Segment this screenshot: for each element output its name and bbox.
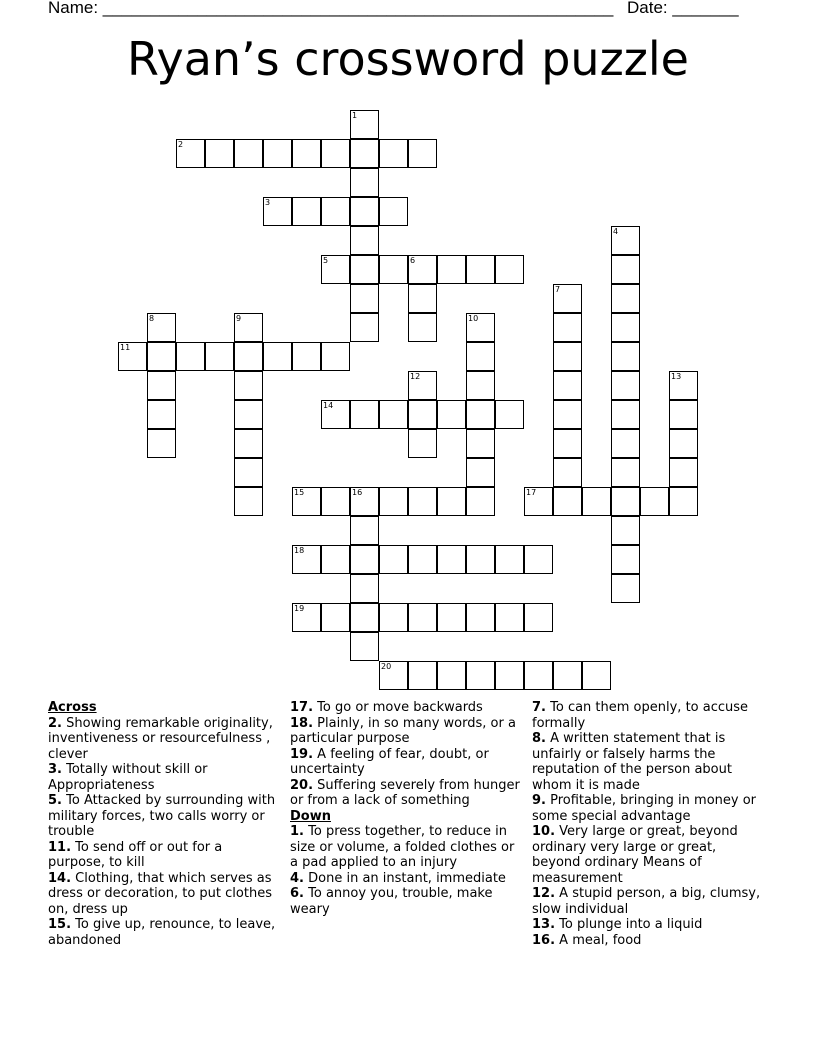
grid-cell[interactable]	[350, 226, 379, 255]
grid-cell[interactable]	[669, 458, 698, 487]
grid-cell[interactable]	[408, 545, 437, 574]
clue-number: 4	[613, 227, 619, 236]
grid-cell-18[interactable]	[292, 545, 321, 574]
grid-cell[interactable]	[408, 400, 437, 429]
clue-number: 20	[381, 662, 392, 671]
grid-cell[interactable]	[669, 429, 698, 458]
clue-down-6: 6. To annoy you, trouble, make weary	[290, 886, 493, 917]
grid-cell[interactable]	[437, 603, 466, 632]
grid-cell[interactable]	[350, 632, 379, 661]
grid-cell[interactable]	[669, 400, 698, 429]
clue-down-10: 10. Very large or great, beyond ordinary very large or great, beyond ordinary Means of measurement	[532, 824, 738, 886]
grid-cell[interactable]	[147, 429, 176, 458]
clue-down-16: 16. A meal, food	[532, 932, 642, 948]
grid-cell-5[interactable]	[321, 255, 350, 284]
grid-cell[interactable]	[553, 313, 582, 342]
clue-number: 8	[149, 314, 155, 323]
grid-cell[interactable]	[205, 342, 234, 371]
grid-cell[interactable]	[495, 661, 524, 690]
grid-cell[interactable]	[379, 255, 408, 284]
grid-cell-13[interactable]	[669, 371, 698, 400]
grid-cell[interactable]	[611, 516, 640, 545]
grid-cell[interactable]	[437, 487, 466, 516]
clue-number: 16	[352, 488, 363, 497]
grid-cell[interactable]	[553, 400, 582, 429]
grid-cell[interactable]	[350, 284, 379, 313]
grid-cell[interactable]	[553, 487, 582, 516]
grid-cell-1[interactable]	[350, 110, 379, 139]
grid-cell[interactable]	[611, 255, 640, 284]
down-heading: Down	[290, 808, 331, 824]
grid-cell-2[interactable]	[176, 139, 205, 168]
clue-across-2: 2. Showing remarkable originality, inventiveness or resourcefulness , clever	[48, 715, 273, 762]
grid-cell[interactable]	[582, 487, 611, 516]
grid-cell[interactable]	[321, 139, 350, 168]
grid-cell-4[interactable]	[611, 226, 640, 255]
grid-cell[interactable]	[466, 255, 495, 284]
grid-cell[interactable]	[408, 661, 437, 690]
clue-number: 13	[671, 372, 682, 381]
page-title: Ryan’s crossword puzzle	[127, 32, 689, 86]
clue-number: 12	[410, 372, 421, 381]
clue-down-1: 1. To press together, to reduce in size or volume, a folded clothes or a pad applied to an injury	[290, 824, 515, 870]
grid-cell[interactable]	[495, 545, 524, 574]
grid-cell[interactable]	[466, 487, 495, 516]
grid-cell[interactable]	[611, 458, 640, 487]
clue-across-5: 5. To Attacked by surrounding with military forces, two calls worry or trouble	[48, 793, 276, 839]
clue-down-12: 12. A stupid person, a big, clumsy, slow individual	[532, 886, 761, 917]
clue-down-7: 7. To can them openly, to accuse formally	[532, 700, 749, 731]
grid-cell[interactable]	[466, 400, 495, 429]
grid-cell[interactable]	[466, 429, 495, 458]
grid-cell[interactable]	[466, 661, 495, 690]
clue-across-15: 15. To give up, renounce, to leave, abandoned	[48, 917, 276, 948]
grid-cell-6[interactable]	[408, 255, 437, 284]
grid-cell[interactable]	[669, 487, 698, 516]
grid-cell[interactable]	[495, 255, 524, 284]
grid-cell[interactable]	[495, 603, 524, 632]
clue-across-19: 19. A feeling of fear, doubt, or uncertainty	[290, 746, 489, 777]
grid-cell[interactable]	[234, 139, 263, 168]
grid-cell-15[interactable]	[292, 487, 321, 516]
clue-number: 5	[323, 256, 329, 265]
grid-cell[interactable]	[466, 342, 495, 371]
clue-number: 11	[120, 343, 131, 352]
grid-cell[interactable]	[466, 603, 495, 632]
grid-cell[interactable]	[234, 458, 263, 487]
grid-cell[interactable]	[263, 342, 292, 371]
grid-cell[interactable]	[466, 545, 495, 574]
grid-cell-20[interactable]	[379, 661, 408, 690]
grid-cell[interactable]	[321, 487, 350, 516]
clue-across-14: 14. Clothing, that which serves as dress or decoration, to put clothes on, dress up	[48, 870, 272, 917]
grid-cell[interactable]	[553, 458, 582, 487]
across-heading: Across	[48, 700, 97, 715]
clue-number: 17	[526, 488, 537, 497]
grid-cell[interactable]	[408, 313, 437, 342]
grid-cell[interactable]	[350, 603, 379, 632]
clue-down-9: 9. Profitable, bringing in money or some special advantage	[532, 793, 757, 824]
grid-cell-7[interactable]	[553, 284, 582, 313]
grid-cell[interactable]	[611, 313, 640, 342]
grid-cell[interactable]	[611, 400, 640, 429]
grid-cell[interactable]	[379, 400, 408, 429]
grid-cell[interactable]	[379, 603, 408, 632]
grid-cell[interactable]	[495, 400, 524, 429]
grid-cell[interactable]	[263, 139, 292, 168]
grid-cell[interactable]	[176, 342, 205, 371]
grid-cell[interactable]	[524, 545, 553, 574]
grid-cell[interactable]	[321, 197, 350, 226]
grid-cell[interactable]	[437, 545, 466, 574]
grid-cell[interactable]	[379, 487, 408, 516]
grid-cell[interactable]	[379, 139, 408, 168]
name-field-label: Name: ______________________________________________________	[48, 0, 614, 17]
grid-cell-10[interactable]	[466, 313, 495, 342]
clue-number: 6	[410, 256, 416, 265]
grid-cell[interactable]	[321, 545, 350, 574]
grid-cell[interactable]	[408, 284, 437, 313]
clue-across-20: 20. Suffering severely from hunger or from a lack of something	[290, 777, 520, 808]
grid-cell[interactable]	[611, 429, 640, 458]
grid-cell[interactable]	[437, 255, 466, 284]
grid-cell[interactable]	[466, 371, 495, 400]
grid-cell[interactable]	[292, 139, 321, 168]
grid-cell-14[interactable]	[321, 400, 350, 429]
grid-cell[interactable]	[292, 342, 321, 371]
grid-cell[interactable]	[292, 197, 321, 226]
clue-column-1	[48, 700, 278, 948]
clue-column-2	[290, 700, 526, 917]
grid-cell[interactable]	[350, 313, 379, 342]
grid-cell[interactable]	[234, 342, 263, 371]
clue-number: 15	[294, 488, 305, 497]
grid-cell[interactable]	[437, 400, 466, 429]
grid-cell[interactable]	[408, 139, 437, 168]
grid-cell[interactable]	[350, 516, 379, 545]
clue-number: 2	[178, 140, 184, 149]
grid-cell[interactable]	[611, 545, 640, 574]
clue-down-4: 4. Done in an instant, immediate	[290, 870, 506, 886]
grid-cell-16[interactable]	[350, 487, 379, 516]
grid-cell[interactable]	[350, 255, 379, 284]
grid-cell[interactable]	[611, 342, 640, 371]
grid-cell[interactable]	[147, 371, 176, 400]
grid-cell[interactable]	[611, 487, 640, 516]
grid-cell-9[interactable]	[234, 313, 263, 342]
grid-cell[interactable]	[553, 371, 582, 400]
grid-cell-3[interactable]	[263, 197, 292, 226]
grid-cell-11[interactable]	[118, 342, 147, 371]
grid-cell[interactable]	[553, 429, 582, 458]
grid-cell[interactable]	[350, 197, 379, 226]
grid-cell[interactable]	[611, 284, 640, 313]
grid-cell[interactable]	[611, 371, 640, 400]
clue-column-3	[532, 700, 762, 948]
grid-cell-19[interactable]	[292, 603, 321, 632]
grid-cell[interactable]	[321, 603, 350, 632]
grid-cell[interactable]	[437, 661, 466, 690]
grid-cell[interactable]	[321, 342, 350, 371]
grid-cell[interactable]	[234, 429, 263, 458]
grid-cell[interactable]	[234, 371, 263, 400]
grid-cell[interactable]	[408, 429, 437, 458]
grid-cell[interactable]	[611, 574, 640, 603]
grid-cell[interactable]	[379, 545, 408, 574]
grid-cell[interactable]	[524, 603, 553, 632]
clue-across-17: 17. To go or move backwards	[290, 700, 483, 715]
clue-number: 7	[555, 285, 561, 294]
grid-cell[interactable]	[466, 458, 495, 487]
grid-cell[interactable]	[147, 400, 176, 429]
grid-cell[interactable]	[524, 661, 553, 690]
clue-down-8: 8. A written statement that is unfairly or falsely harms the reputation of the person about whom it is made	[532, 731, 732, 793]
grid-cell[interactable]	[205, 139, 234, 168]
grid-cell[interactable]	[234, 400, 263, 429]
clue-number: 1	[352, 111, 358, 120]
grid-cell-12[interactable]	[408, 371, 437, 400]
grid-cell[interactable]	[379, 197, 408, 226]
grid-cell-8[interactable]	[147, 313, 176, 342]
grid-cell[interactable]	[582, 661, 611, 690]
grid-cell[interactable]	[350, 545, 379, 574]
clue-across-11: 11. To send off or out for a purpose, to kill	[48, 839, 223, 870]
grid-cell[interactable]	[408, 603, 437, 632]
clue-number: 3	[265, 198, 271, 207]
grid-cell[interactable]	[234, 487, 263, 516]
grid-cell[interactable]	[350, 139, 379, 168]
grid-cell[interactable]	[408, 487, 437, 516]
grid-cell[interactable]	[553, 342, 582, 371]
grid-cell[interactable]	[147, 342, 176, 371]
date-field-label: Date: _______	[627, 0, 739, 17]
grid-cell-17[interactable]	[524, 487, 553, 516]
clue-number: 18	[294, 546, 305, 555]
clue-number: 19	[294, 604, 305, 613]
grid-cell[interactable]	[350, 168, 379, 197]
clue-number: 9	[236, 314, 242, 323]
grid-cell[interactable]	[640, 487, 669, 516]
clue-number: 14	[323, 401, 334, 410]
clue-across-18: 18. Plainly, in so many words, or a particular purpose	[290, 715, 516, 746]
clue-across-3: 3. Totally without skill or Appropriateness	[48, 762, 208, 793]
clue-down-13: 13. To plunge into a liquid	[532, 917, 703, 932]
grid-cell[interactable]	[350, 574, 379, 603]
grid-cell[interactable]	[350, 400, 379, 429]
grid-cell[interactable]	[553, 661, 582, 690]
clue-number: 10	[468, 314, 479, 323]
